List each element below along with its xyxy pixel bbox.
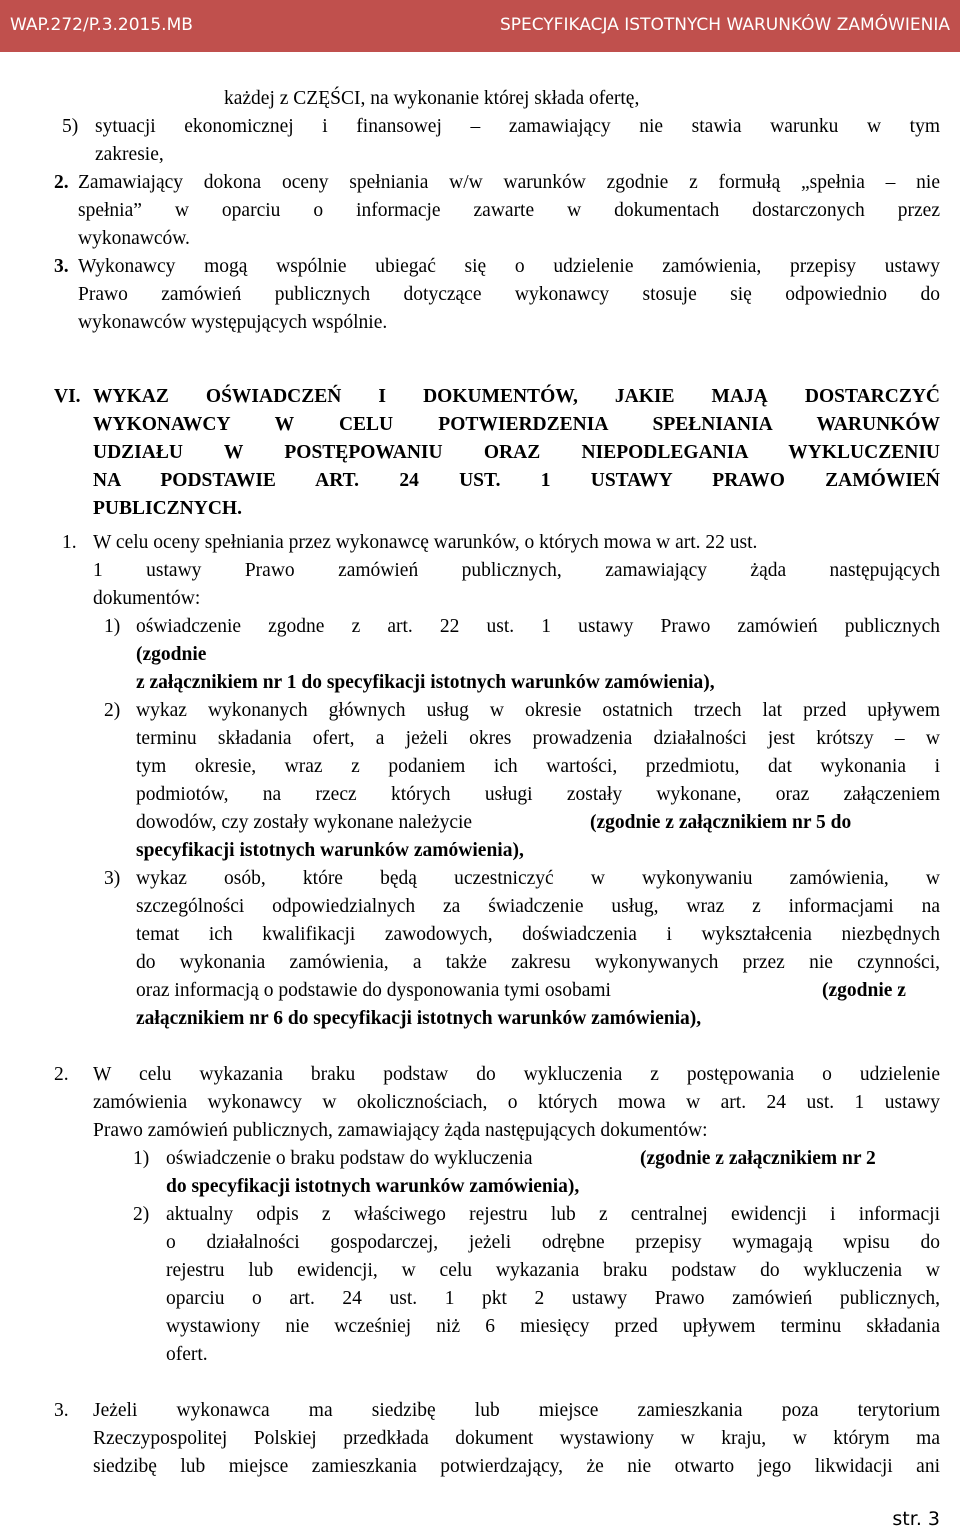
text-line: załącznikiem nr 6 do specyfikacji istotnych warunków zamówienia), [136, 1008, 702, 1029]
list-number: 1) [104, 616, 121, 637]
text-line: (zgodnie z [822, 980, 906, 1001]
text-line: o działalności gospodarczej, jeżeli odrębne przepisy wymagają wpisu do [166, 1232, 940, 1253]
text-line: spełnia” w oparciu o informacje zawarte w dokumentach dostarczonych przez [78, 200, 940, 221]
text-line: (zgodnie z załącznikiem nr 5 do [590, 812, 852, 833]
text-line: wykaz wykonanych głównych usług w okresie ostatnich trzech lat przed upływem [136, 700, 940, 721]
text-line: z załącznikiem nr 1 do specyfikacji istotnych warunków zamówienia), [136, 672, 715, 693]
text-line: dokumentów: [93, 588, 201, 609]
text-line: Zamawiający dokona oceny spełniania w/w warunków zgodnie z formułą „spełnia – nie [78, 172, 940, 193]
text-line: do wykonania zamówienia, a także zakresu wykonywanych przez nie czynności, [136, 952, 940, 973]
page-number: str. 3 [892, 1508, 940, 1530]
section-heading: WYKAZ OŚWIADCZEŃ I DOKUMENTÓW, JAKIE MAJĄ DOSTARCZYĆ [93, 386, 940, 407]
text-line: oparciu o art. 24 ust. 1 pkt 2 ustawy Prawo zamówień publicznych, [166, 1288, 940, 1309]
paragraph-number: 2. [54, 172, 69, 193]
list-number: 2) [133, 1204, 150, 1225]
list-number: 1) [133, 1148, 150, 1169]
text-line: wykonawców. [78, 228, 190, 249]
text-line: 1 ustawy Prawo zamówień publicznych, zamawiający żąda następujących [93, 560, 940, 581]
text-line: każdej z CZĘŚCI, na wykonanie której składa ofertę, [224, 88, 640, 109]
section-heading: PUBLICZNYCH. [93, 498, 242, 519]
text-line: oświadczenie zgodne z art. 22 ust. 1 ustawy Prawo zamówień publicznych [136, 616, 940, 637]
list-number: 3) [104, 868, 121, 889]
text-line: specyfikacji istotnych warunków zamówienia), [136, 840, 524, 861]
text-line: oświadczenie o braku podstaw do wykluczenia [166, 1148, 533, 1169]
text-line: do specyfikacji istotnych warunków zamówienia), [166, 1176, 580, 1197]
document-title: SPECYFIKACJA ISTOTNYCH WARUNKÓW ZAMÓWIENIA [499, 15, 950, 35]
section-heading: WYKONAWCY W CELU POTWIERDZENIA SPEŁNIANIA WARUNKÓW [93, 414, 940, 435]
text-line: terminu składania ofert, a jeżeli okres prowadzenia działalności jest krótszy – w [136, 728, 940, 749]
text-line: wykaz osób, które będą uczestniczyć w wykonywaniu zamówienia, w [136, 868, 940, 889]
text-line: siedzibę lub miejsce zamieszkania potwierdzający, że nie otwarto jego likwidacji ani [93, 1456, 940, 1477]
text-line: aktualny odpis z właściwego rejestru lub z centralnej ewidencji i informacji [166, 1204, 940, 1225]
paragraph-number: 1. [62, 532, 77, 553]
section-number: VI. [54, 386, 81, 407]
text-line: zakresie, [95, 144, 164, 165]
text-line: rejestru lub ewidencji, w celu wykazania braku podstaw do wykluczenia w [166, 1260, 940, 1281]
text-line: W celu wykazania braku podstaw do wykluczenia z postępowania o udzielenie [93, 1064, 940, 1085]
text-line: oraz informacją o podstawie do dysponowania tymi osobami [136, 980, 611, 1001]
document-reference: WAP.272/P.3.2015.MB [10, 15, 193, 35]
text-line: tym okresie, wraz z podaniem ich wartości, przedmiotu, dat wykonania i [136, 756, 940, 777]
text-line: Rzeczypospolitej Polskiej przedkłada dokument wystawiony w kraju, w którym ma [93, 1428, 940, 1449]
text-line: Jeżeli wykonawca ma siedzibę lub miejsce zamieszkania poza terytorium [93, 1400, 940, 1421]
text-line: (zgodnie [136, 644, 207, 665]
paragraph-number: 3. [54, 256, 69, 277]
text-line: (zgodnie z załącznikiem nr 2 [640, 1148, 876, 1169]
text-line: temat ich kwalifikacji zawodowych, doświadczenia i wykształcenia niezbędnych [136, 924, 940, 945]
text-line: ofert. [166, 1344, 208, 1365]
text-line: zamówienia wykonawcy w okolicznościach, o których mowa w art. 24 ust. 1 ustawy [93, 1092, 940, 1113]
list-number: 2) [104, 700, 121, 721]
section-heading: UDZIAŁU W POSTĘPOWANIU ORAZ NIEPODLEGANIA WYKLUCZENIU [93, 442, 940, 463]
text-line: szczególności odpowiedzialnych za świadczenie usług, wraz z informacjami na [136, 896, 940, 917]
text-line: podmiotów, na rzecz których usługi zostały wykonane, oraz załączeniem [136, 784, 940, 805]
text-line: dowodów, czy zostały wykonane należycie [136, 812, 473, 833]
text-line: Prawo zamówień publicznych dotyczące wykonawcy stosuje się odpowiednio do [78, 284, 940, 305]
text-line: wystawiony nie wcześniej niż 6 miesięcy przed upływem terminu składania [166, 1316, 940, 1337]
section-heading: NA PODSTAWIE ART. 24 UST. 1 USTAWY PRAWO ZAMÓWIEŃ [93, 470, 940, 491]
text-line: Prawo zamówień publicznych, zamawiający żąda następujących dokumentów: [93, 1120, 708, 1141]
text-line: W celu oceny spełniania przez wykonawcę warunków, o których mowa w art. 22 ust. [93, 532, 758, 553]
list-number: 5) [62, 116, 79, 137]
text-line: sytuacji ekonomicznej i finansowej – zamawiający nie stawia warunku w tym [95, 116, 940, 137]
paragraph-number: 2. [54, 1064, 69, 1085]
text-line: Wykonawcy mogą wspólnie ubiegać się o udzielenie zamówienia, przepisy ustawy [78, 256, 940, 277]
text-line: wykonawców występujących wspólnie. [78, 312, 388, 333]
paragraph-number: 3. [54, 1400, 69, 1421]
